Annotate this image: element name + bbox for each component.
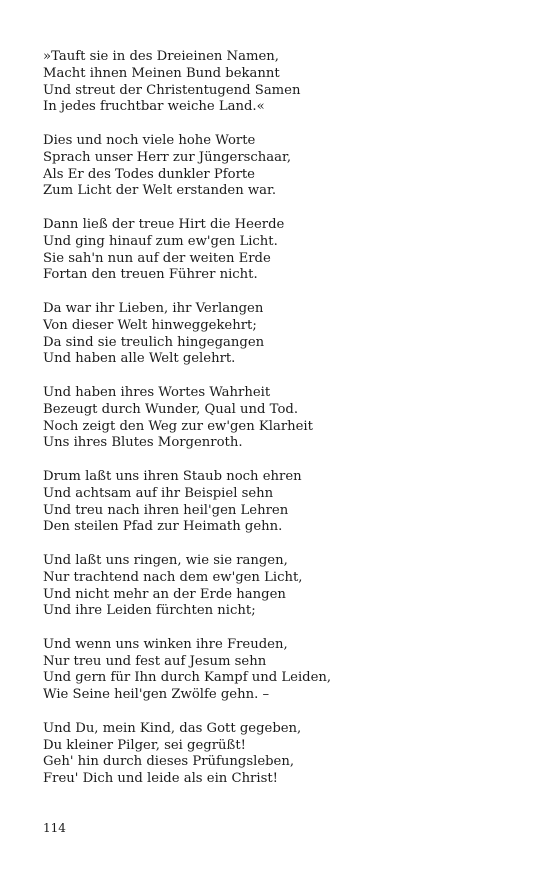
- stanza: [43, 721, 513, 788]
- verse-line: Wie Seine heil'gen Zwölfe gehn. –: [43, 687, 270, 703]
- verse-line: Da war ihr Lieben, ihr Verlangen: [43, 300, 264, 316]
- verse-line: Nur treu und fest auf Jesum sehn: [43, 653, 267, 669]
- verse-line: Du kleiner Pilger, sei gegrüßt!: [43, 737, 246, 753]
- verse-line: Als Er des Todes dunkler Pforte: [43, 166, 255, 182]
- verse-line: Sie sah'n nun auf der weiten Erde: [43, 250, 271, 266]
- verse-line: Und gern für Ihn durch Kampf und Leiden,: [43, 670, 332, 686]
- verse-line: Dann ließ der treue Hirt die Heerde: [43, 216, 285, 232]
- verse-line: Und Du, mein Kind, das Gott gegeben,: [43, 720, 302, 736]
- page-number: 114: [43, 821, 66, 835]
- verse-line: Und achtsam auf ihr Beispiel sehn: [43, 485, 274, 501]
- verse-line: Uns ihres Blutes Morgenroth.: [43, 435, 243, 451]
- verse-line: »Tauft sie in des Dreieinen Namen,: [43, 49, 279, 64]
- verse-line: Drum laßt uns ihren Staub noch ehren: [43, 468, 302, 484]
- verse-line: Und laßt uns ringen, wie sie rangen,: [43, 552, 288, 568]
- verse-line: Zum Licht der Welt erstanden war.: [43, 183, 277, 199]
- verse-line: Fortan den treuen Führer nicht.: [43, 267, 258, 283]
- verse-line: Von dieser Welt hinweggekehrt;: [43, 317, 257, 333]
- stanza: [43, 385, 513, 452]
- poem-text: [43, 49, 513, 805]
- verse-line: Und nicht mehr an der Erde hangen: [43, 586, 286, 602]
- verse-line: Und wenn uns winken ihre Freuden,: [43, 636, 288, 652]
- verse-line: Bezeugt durch Wunder, Qual und Tod.: [43, 401, 299, 417]
- verse-line: Und streut der Christentugend Samen: [43, 82, 301, 98]
- verse-line: Und haben ihres Wortes Wahrheit: [43, 384, 271, 400]
- verse-line: Da sind sie treulich hingegangen: [43, 334, 265, 350]
- verse-line: Nur trachtend nach dem ew'gen Licht,: [43, 569, 303, 585]
- stanza: [43, 301, 513, 368]
- verse-line: Den steilen Pfad zur Heimath gehn.: [43, 519, 283, 535]
- verse-line: Noch zeigt den Weg zur ew'gen Klarheit: [43, 418, 313, 434]
- verse-line: In jedes fruchtbar weiche Land.«: [43, 99, 265, 115]
- verse-line: Geh' hin durch dieses Prüfungsleben,: [43, 754, 295, 770]
- verse-line: Freu' Dich und leide als ein Christ!: [43, 771, 278, 787]
- stanza: [43, 133, 513, 200]
- stanza: [43, 637, 513, 704]
- stanza: [43, 553, 513, 620]
- stanza: [43, 217, 513, 284]
- verse-line: Und ging hinauf zum ew'gen Licht.: [43, 233, 278, 249]
- verse-line: Und haben alle Welt gelehrt.: [43, 351, 236, 367]
- stanza: [43, 469, 513, 536]
- verse-line: Macht ihnen Meinen Bund bekannt: [43, 65, 280, 81]
- verse-line: Und ihre Leiden fürchten nicht;: [43, 603, 256, 619]
- verse-line: Dies und noch viele hohe Worte: [43, 132, 256, 148]
- verse-line: Sprach unser Herr zur Jüngerschaar,: [43, 149, 292, 165]
- verse-line: Und treu nach ihren heil'gen Lehren: [43, 502, 289, 518]
- stanza: [43, 49, 513, 116]
